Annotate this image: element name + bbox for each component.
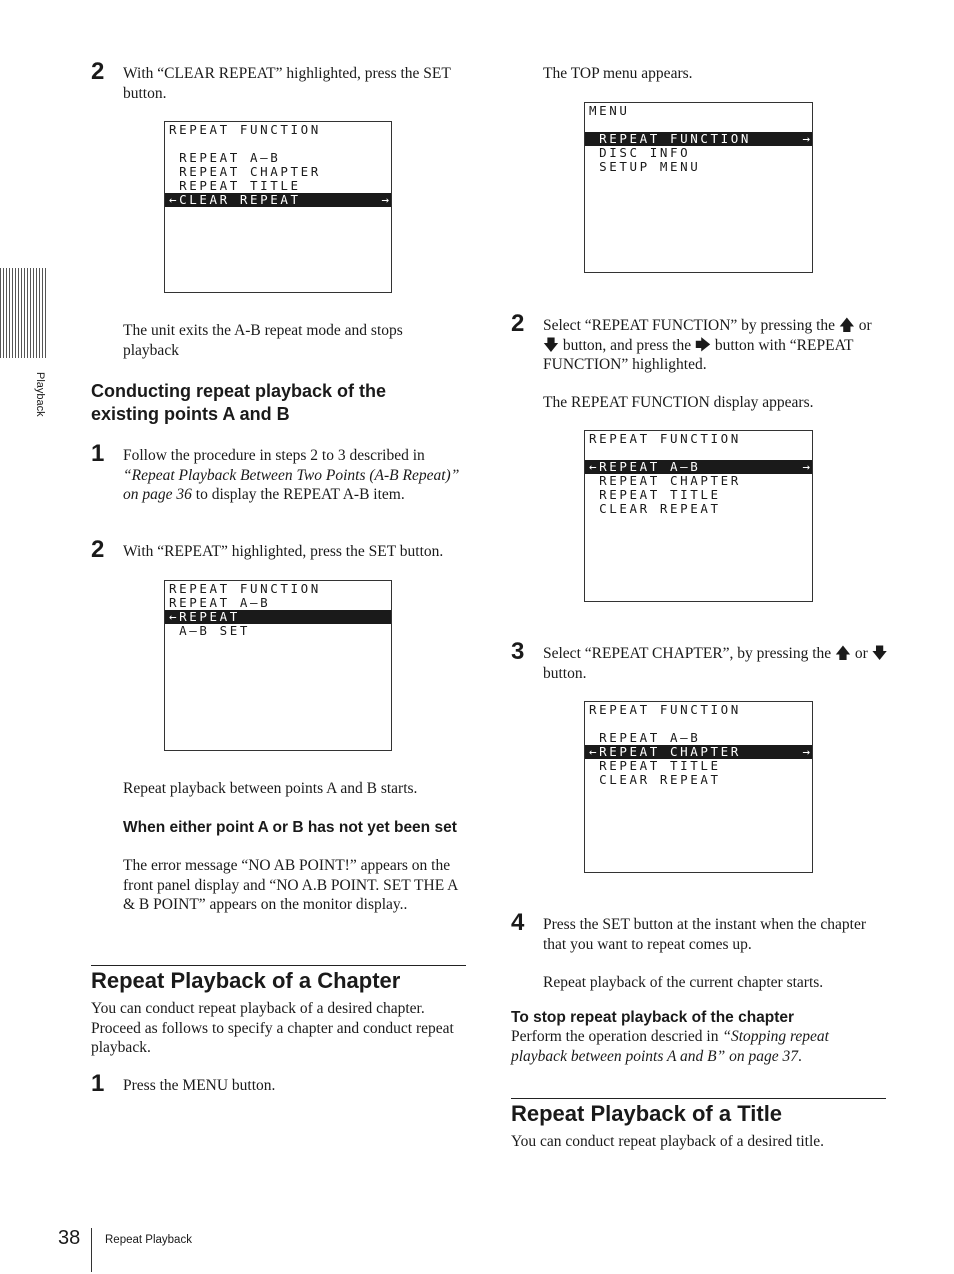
cross-reference-link: “Stopping repeat playback between points A and B” on page 37 <box>511 1028 829 1065</box>
osd-menu-line <box>165 151 391 165</box>
osd-menu-line <box>585 474 812 488</box>
osd-line-text: REPEAT A—B <box>589 730 701 745</box>
osd-line-text: REPEAT FUNCTION <box>589 702 741 717</box>
subsection-heading: Conducting repeat playback of the existing points A and B <box>91 381 387 424</box>
osd-line-text: REPEAT FUNCTION <box>589 131 752 146</box>
step-number: 1 <box>91 440 105 467</box>
osd-screen-top-menu <box>584 102 813 273</box>
page-number: 38 <box>58 1227 81 1249</box>
osd-menu-line <box>585 502 812 516</box>
section-heading-chapter: Repeat Playback of a Chapter <box>91 965 466 994</box>
step-text: Follow the procedure in steps 2 to 3 described in “Repeat Playback Between Two Points (A-B Repeat)” on page 36 to display the REPEAT A-B item. <box>123 447 460 503</box>
step-text: Press the SET button at the instant when the chapter that you want to repeat comes up. <box>543 916 866 953</box>
side-section-label: Playback <box>34 372 46 417</box>
osd-menu-line <box>165 179 391 193</box>
osd-menu-line <box>585 488 812 502</box>
osd-screen-repeat-ab <box>164 580 392 751</box>
osd-line-text: REPEAT FUNCTION <box>169 581 321 596</box>
down-arrow-icon: 🡇 <box>543 336 559 354</box>
osd-line-text: REPEAT A—B <box>169 150 281 165</box>
osd-line-text: ←REPEAT CHAPTER <box>589 744 741 759</box>
footer-divider <box>91 1228 92 1272</box>
osd-menu-line <box>165 582 391 596</box>
step-text: Select “REPEAT CHAPTER”, by pressing the 🡅 or 🡇 button. <box>543 645 888 682</box>
right-arrow-icon: 🡆 <box>694 336 711 354</box>
step-text: Select “REPEAT FUNCTION” by pressing the 🡅 or 🡇 button, and press the 🡆 button with “REPEAT FUNCTION” highlighted. <box>543 317 872 373</box>
step-text: Press the MENU button. <box>123 1077 276 1094</box>
right-arrow-icon: → <box>802 131 810 146</box>
osd-menu-line <box>585 731 812 745</box>
osd-line-text: SETUP MENU <box>589 159 701 174</box>
osd-screen-repeat-function <box>584 430 813 602</box>
osd-menu-line <box>165 123 391 137</box>
result-text: Repeat playback of the current chapter starts. <box>543 974 824 991</box>
result-text: Repeat playback between points A and B starts. <box>123 780 418 797</box>
step-number: 2 <box>91 536 105 563</box>
osd-menu-line <box>165 596 391 610</box>
up-arrow-icon: 🡅 <box>835 645 851 662</box>
osd-screen-clear-repeat <box>164 121 392 293</box>
footer-section-label: Repeat Playback <box>105 1234 192 1246</box>
note-heading: When either point A or B has not yet been set <box>123 819 457 836</box>
step-number: 4 <box>511 909 525 936</box>
osd-line-text: REPEAT TITLE <box>169 178 301 193</box>
osd-menu-line <box>165 624 391 638</box>
osd-line-text: REPEAT TITLE <box>589 487 721 502</box>
step-text: With “REPEAT” highlighted, press the SET button. <box>123 543 444 560</box>
osd-menu-line <box>585 104 812 118</box>
right-arrow-icon: → <box>802 459 810 474</box>
step-text: With “CLEAR REPEAT” highlighted, press the SET button. <box>123 65 451 102</box>
down-arrow-icon: 🡇 <box>871 645 888 662</box>
osd-menu-line <box>585 773 812 787</box>
osd-menu-item-highlighted <box>165 610 391 624</box>
right-arrow-icon: → <box>802 744 810 759</box>
section-intro: You can conduct repeat playback of a desired title. <box>511 1133 825 1150</box>
osd-line-text: REPEAT CHAPTER <box>589 473 741 488</box>
osd-line-text: A—B SET <box>169 623 251 638</box>
step-number: 2 <box>91 58 105 85</box>
osd-line-text: REPEAT TITLE <box>589 758 721 773</box>
osd-menu-line <box>585 703 812 717</box>
osd-menu-line <box>585 118 812 132</box>
osd-line-text: REPEAT CHAPTER <box>169 164 321 179</box>
osd-line-text: MENU <box>589 103 630 118</box>
section-intro: You can conduct repeat playback of a desired chapter. Proceed as follows to specify a chapter and conduct repeat playback. <box>91 1000 454 1056</box>
subsection-heading: To stop repeat playback of the chapter <box>511 1009 795 1026</box>
step-number: 3 <box>511 638 525 665</box>
osd-menu-line <box>585 759 812 773</box>
osd-menu-line <box>585 432 812 446</box>
cross-reference-link: “Repeat Playback Between Two Points (A-B Repeat)” on page 36 <box>123 466 460 503</box>
osd-menu-item-highlighted <box>585 460 812 474</box>
osd-line-text: REPEAT FUNCTION <box>169 122 321 137</box>
result-text: The TOP menu appears. <box>543 65 693 82</box>
osd-menu-line <box>585 160 812 174</box>
note-text: The error message “NO AB POINT!” appears on the front panel display and “NO A.B POINT. SET THE A & B POINT” appears on the monitor display.. <box>123 857 458 913</box>
osd-menu-line <box>585 717 812 731</box>
osd-line-text: CLEAR REPEAT <box>589 772 721 787</box>
osd-menu-line <box>585 446 812 460</box>
result-text: The unit exits the A-B repeat mode and stops playback <box>123 322 403 359</box>
result-text: The REPEAT FUNCTION display appears. <box>543 394 814 411</box>
stop-instruction-text: Perform the operation descried in “Stopping repeat playback between points A and B” on page 37. <box>511 1028 829 1065</box>
section-heading-title: Repeat Playback of a Title <box>511 1098 886 1127</box>
osd-line-text: REPEAT FUNCTION <box>589 431 741 446</box>
osd-line-text: ←REPEAT <box>169 609 240 624</box>
right-arrow-icon: → <box>381 192 389 207</box>
osd-menu-item-highlighted <box>585 132 812 146</box>
osd-menu-line <box>585 146 812 160</box>
osd-line-text: ←REPEAT A—B <box>589 459 701 474</box>
osd-menu-item-highlighted <box>585 745 812 759</box>
osd-line-text: CLEAR REPEAT <box>589 501 721 516</box>
up-arrow-icon: 🡅 <box>838 317 855 334</box>
osd-screen-repeat-chapter <box>584 701 813 873</box>
step-number: 1 <box>91 1070 105 1097</box>
osd-menu-line <box>165 137 391 151</box>
step-number: 2 <box>511 310 525 337</box>
osd-line-text: REPEAT A—B <box>169 595 271 610</box>
osd-line-text: ←CLEAR REPEAT <box>169 192 301 207</box>
section-tab-marker <box>0 268 48 358</box>
osd-menu-line <box>165 165 391 179</box>
osd-line-text: DISC INFO <box>589 145 691 160</box>
osd-menu-item-highlighted <box>165 193 391 207</box>
